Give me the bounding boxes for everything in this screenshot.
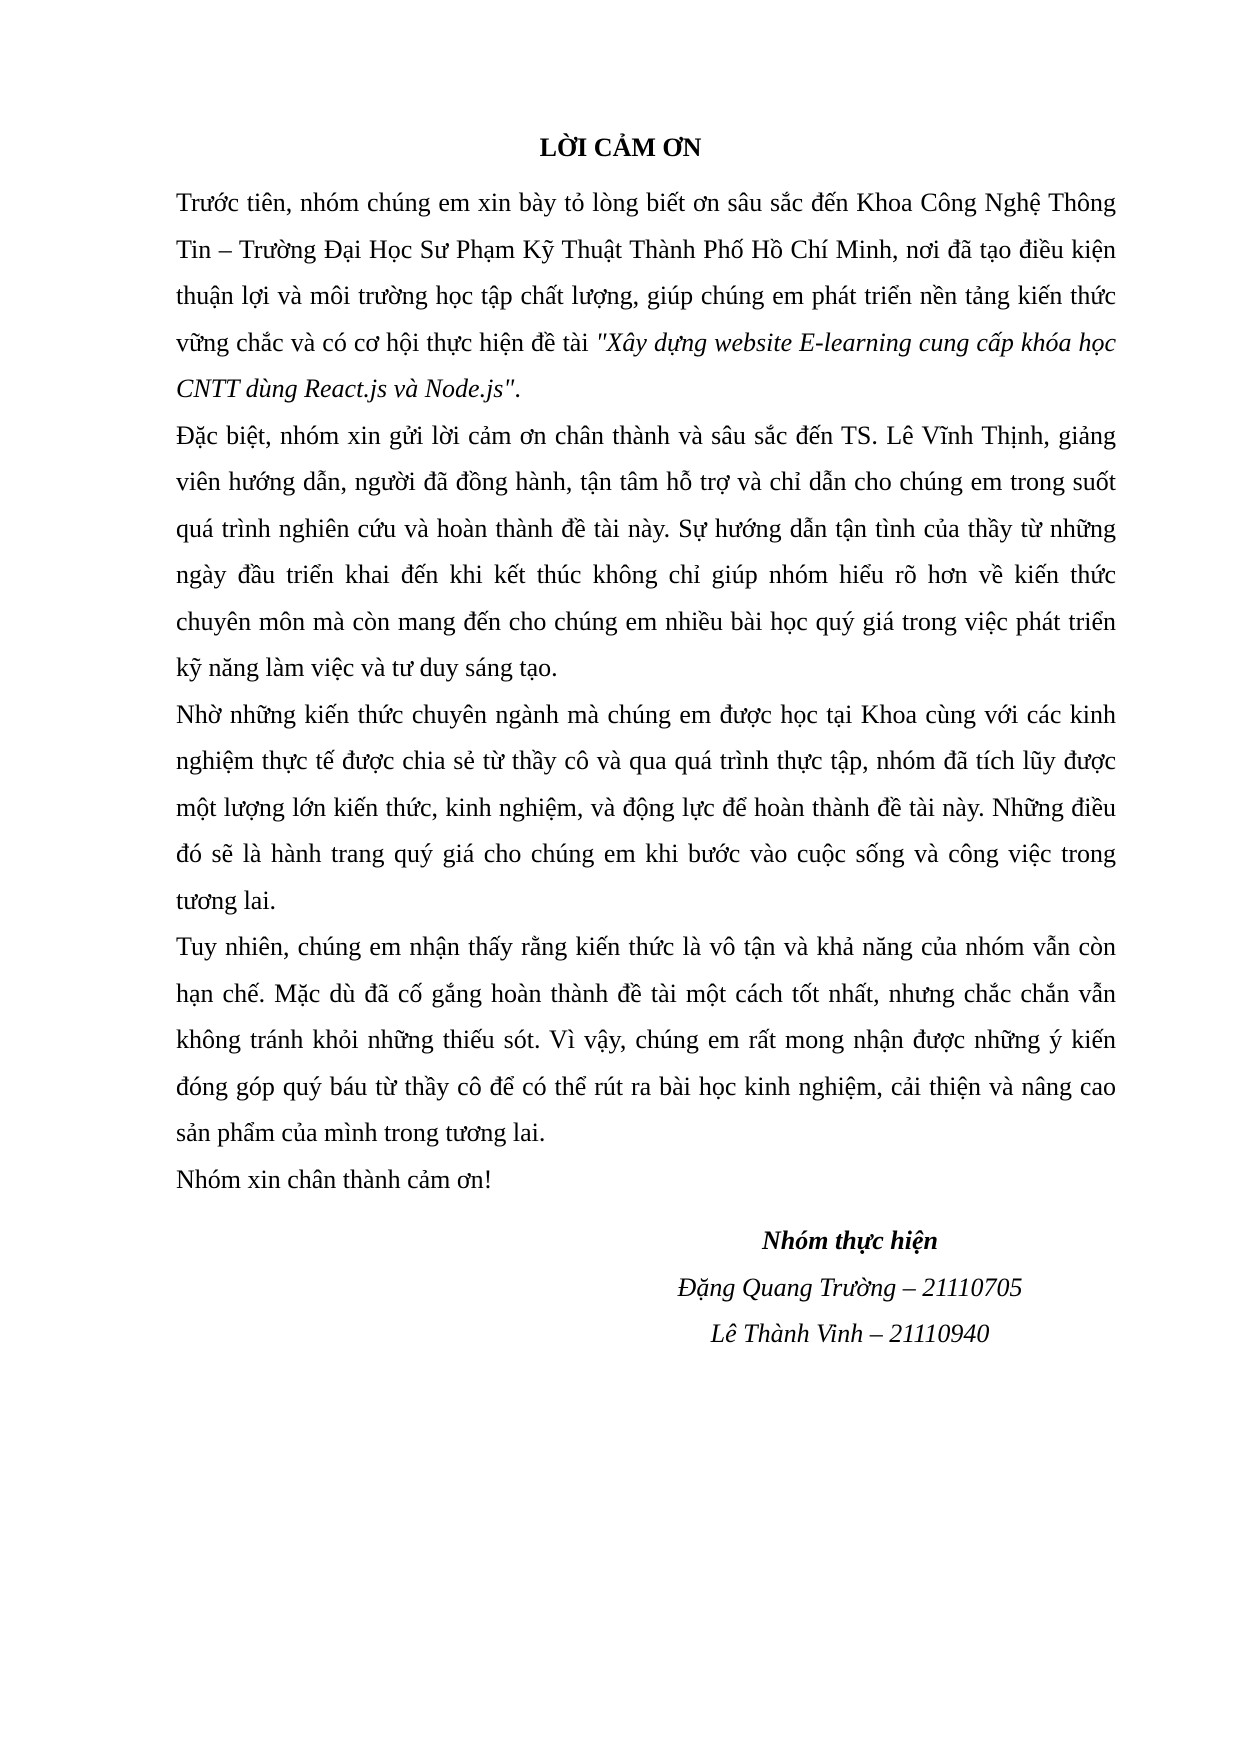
paragraph-intro <box>176 180 1116 413</box>
acknowledgement-body <box>176 180 1116 1203</box>
signature-member-1: Đặng Quang Trường – 21110705 <box>677 1272 1023 1302</box>
thesis-title: "Xây dựng website E-learning cung cấp khóa học CNTT dùng React.js và Node.js" <box>176 327 1116 403</box>
paragraph-thanks: Nhóm xin chân thành cảm ơn! <box>176 1164 493 1194</box>
signature-heading: Nhóm thực hiện <box>762 1226 938 1255</box>
paragraph-limitations: Tuy nhiên, chúng em nhận thấy rằng kiến thức là vô tận và khả năng của nhóm vẫn còn hạn chế. Mặc dù đã cố gắng hoàn thành đề tài một cách tốt nhất, nhưng chắc chắn vẫn không tránh khỏi những thiếu sót. Vì vậy, chúng em rất mong nhận được những ý kiến đóng góp quý báu từ thầy cô để có thể rút ra bài học kinh nghiệm, cải thiện và nâng cao sản phẩm của mình trong tương lai. <box>176 932 1116 1147</box>
signature-member-2: Lê Thành Vinh – 21110940 <box>710 1319 990 1348</box>
paragraph-advisor: Đặc biệt, nhóm xin gửi lời cảm ơn chân thành và sâu sắc đến TS. Lê Vĩnh Thịnh, giảng viên hướng dẫn, người đã đồng hành, tận tâm hỗ trợ và chỉ dẫn cho chúng em trong suốt quá trình nghiên cứu và hoàn thành đề tài này. Sự hướng dẫn tận tình của thầy từ những ngày đầu triển khai đến khi kết thúc không chỉ giúp nhóm hiểu rõ hơn về kiến thức chuyên môn mà còn mang đến cho chúng em nhiều bài học quý giá trong việc phát triển kỹ năng làm việc và tư duy sáng tạo. <box>176 420 1116 682</box>
page-title: LỜI CẢM ƠN <box>539 133 702 162</box>
paragraph-intro-end: . <box>514 374 521 403</box>
paragraph-knowledge: Nhờ những kiến thức chuyên ngành mà chúng em được học tại Khoa cùng với các kinh nghiệm thực tế được chia sẻ từ thầy cô và qua quá trình thực tập, nhóm đã tích lũy được một lượng lớn kiến thức, kinh nghiệm, và động lực để hoàn thành đề tài này. Những điều đó sẽ là hành trang quý giá cho chúng em khi bước vào cuộc sống và công việc trong tương lai. <box>176 699 1116 915</box>
paragraph-intro-text: Trước tiên, nhóm chúng em xin bày tỏ lòng biết ơn sâu sắc đến Khoa Công Nghệ Thông Tin – Trường Đại Học Sư Phạm Kỹ Thuật Thành Phố Hồ Chí Minh, nơi đã tạo điều kiện thuận lợi và môi trường học tập chất lượng, giúp chúng em phát triển nền tảng kiến thức vững chắc và có cơ hội thực hiện đề tài <box>176 188 1116 357</box>
signature-block <box>640 1218 1060 1358</box>
